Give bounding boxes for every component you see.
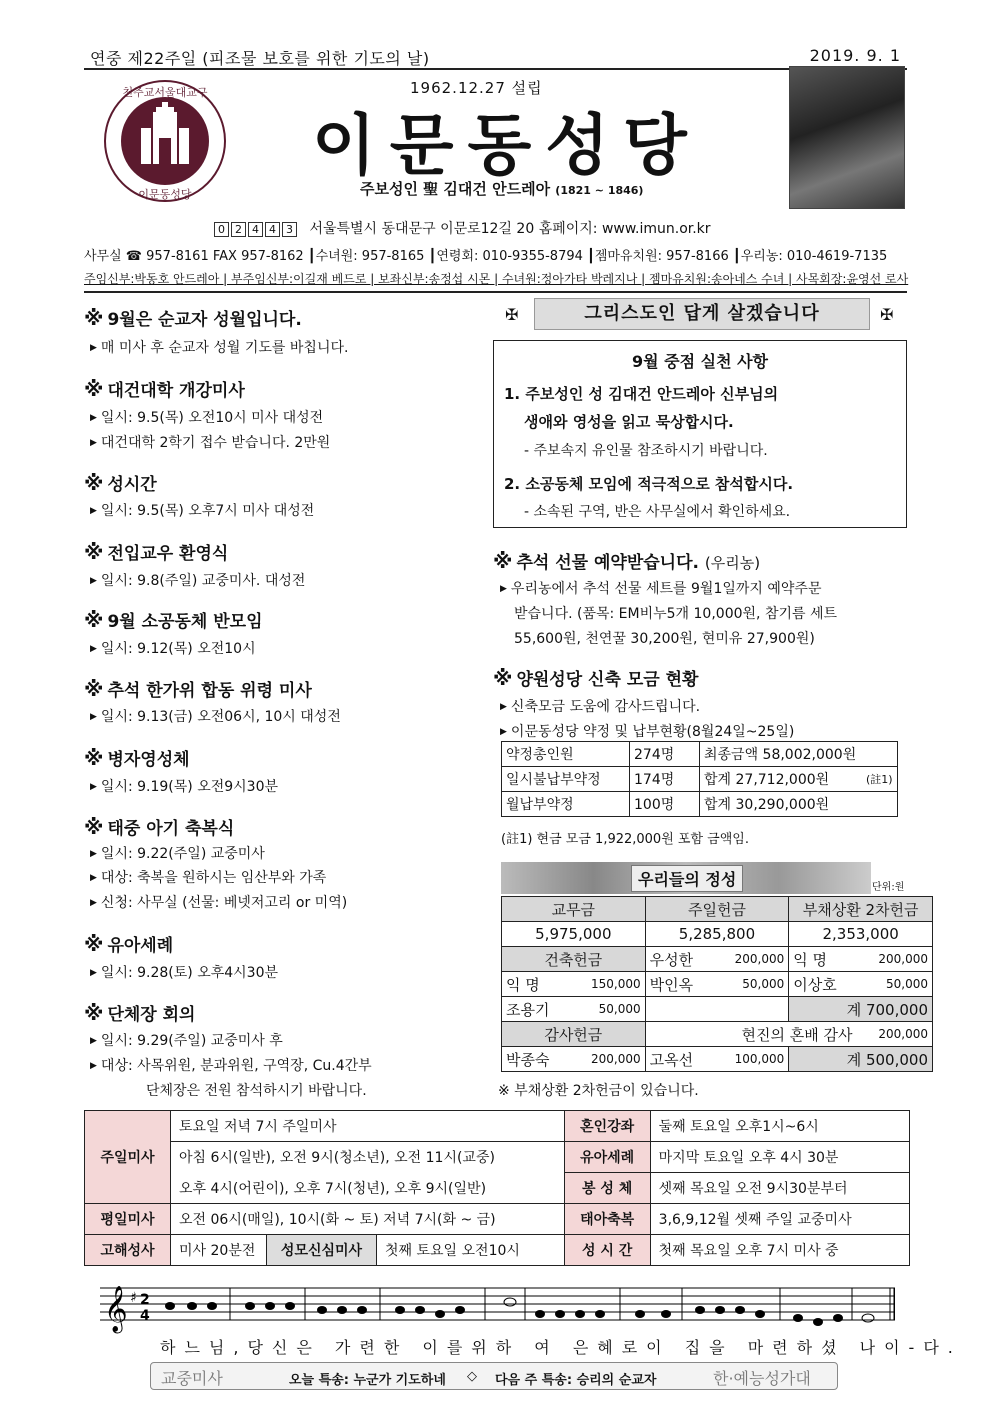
asterisk-icon: ※: [84, 471, 104, 495]
table-cell: 조용기: [502, 997, 570, 1022]
table-row: [85, 1204, 910, 1235]
asterisk-icon: ※: [84, 932, 104, 956]
mass-value: 첫째 목요일 오후 7시 미사 중: [650, 1235, 909, 1266]
section-line-text: 대상: 축복을 원하시는 임산부와 가족: [100, 870, 327, 886]
bullet-icon: ▶: [500, 584, 507, 594]
postal-digit: 4: [265, 222, 280, 237]
asterisk-icon: ※: [84, 306, 104, 330]
section-line: [500, 721, 794, 741]
patron-saint: [360, 178, 643, 199]
mass-value: 첫째 토요일 오전10시: [377, 1235, 565, 1266]
mass-label: 주일미사: [85, 1111, 171, 1204]
bullet-icon: ▶: [90, 413, 97, 423]
section-line-text: 일시: 9.22(주일) 교중미사: [100, 846, 265, 862]
table-cell: [862, 742, 897, 767]
bullet-icon: ▶: [90, 506, 97, 516]
table-cell: 174명: [630, 767, 700, 792]
table-row: [502, 1047, 933, 1072]
table-cell: 이상호: [789, 972, 857, 997]
table-row: [502, 897, 933, 922]
asterisk-icon: ※: [84, 677, 104, 701]
pledge-note: (註1) 현금 모금 1,922,000원 포함 금액임.: [501, 832, 749, 847]
top-info-bar: [84, 44, 907, 70]
section-line: 55,600원, 천연꿀 30,200원, 현미유 27,900원): [514, 631, 815, 647]
liturgical-day: 연중 제22주일 (피조물 보호를 위한 기도의 날): [90, 49, 430, 68]
section-line: [90, 892, 347, 912]
table-row: [502, 767, 898, 792]
time-sig-bottom: 4: [140, 1308, 150, 1324]
bullet-icon: ▶: [500, 727, 507, 737]
section-title: [84, 607, 263, 632]
table-row: [85, 1111, 910, 1142]
table-cell: 최종금액 58,002,000원: [700, 742, 863, 767]
offering-header-image: [501, 862, 871, 894]
table-row: [502, 742, 898, 767]
offering-note: ※ 부채상환 2차헌금이 있습니다.: [498, 1083, 699, 1099]
section-title: [84, 305, 302, 330]
offering-table: [501, 896, 933, 1072]
postal-digit: 4: [248, 222, 263, 237]
table-row: [502, 947, 933, 972]
parish-title: 이문동성당: [312, 107, 701, 184]
section-title-text: 양원성당 신축 모금 현황: [516, 670, 699, 690]
mass-label: 태아축복: [564, 1204, 650, 1235]
section-title: [84, 676, 312, 701]
music-staff: [100, 1280, 895, 1340]
bullet-icon: ▶: [90, 712, 97, 722]
table-cell: 200,000: [569, 1047, 645, 1072]
section-title-text: 병자영성체: [107, 750, 190, 770]
table-cell: 합계 30,290,000원: [700, 792, 863, 817]
table-total: 계 500,000: [789, 1047, 933, 1072]
cross-icon: ✠: [505, 305, 519, 324]
table-cell: 고옥선: [645, 1047, 713, 1072]
focus-item: 2. 소공동체 모임에 적극적으로 참석합시다.: [504, 475, 794, 493]
offering-unit: 단위:원: [872, 882, 905, 893]
table-cell: 50,000: [569, 997, 645, 1022]
mass-value: 미사 20분전: [171, 1235, 267, 1266]
address-line: [214, 218, 711, 238]
section-title: [84, 376, 245, 401]
mass-label: 고해성사: [85, 1235, 171, 1266]
mass-label: 평일미사: [85, 1204, 171, 1235]
table-header: 부채상환 2차헌금: [789, 897, 933, 922]
section-line-text: 일시: 9.12(목) 오전10시: [100, 641, 256, 657]
section-title-text: 추석 한가위 합동 위령 미사: [107, 681, 312, 701]
seal-top-text: 천주교서울대교구: [122, 86, 208, 99]
table-row: [85, 1173, 910, 1204]
table-total: 계 700,000: [789, 997, 933, 1022]
address-text: 서울특별시 동대문구 이문로12길 20 홈페이지: www.imun.or.kr: [309, 221, 711, 237]
footer-left: 교중미사: [161, 1369, 223, 1388]
time-sig-top: 2: [140, 1292, 150, 1308]
founded-date: 1962.12.27 설립: [410, 79, 543, 97]
section-line-text: 매 미사 후 순교자 성월 기도를 바칩니다.: [100, 340, 349, 356]
section-line: [90, 843, 265, 863]
asterisk-icon: ※: [84, 1001, 104, 1025]
mass-value: 셋째 목요일 오전 9시30분부터: [650, 1173, 909, 1204]
asterisk-icon: ※: [84, 540, 104, 564]
patron-years: (1821 ~ 1846): [555, 184, 644, 197]
section-title-text: 유아세례: [107, 936, 174, 956]
postal-digit: 2: [231, 222, 246, 237]
table-cell: 약정총인원: [502, 742, 630, 767]
section-title: [84, 931, 173, 956]
diamond-icon: ◇: [467, 1369, 477, 1384]
bullet-icon: ▶: [90, 849, 97, 859]
section-title-text: 대건대학 개강미사: [107, 381, 245, 401]
table-row: [502, 922, 933, 947]
patron-portrait-image: [789, 66, 905, 209]
table-cell: 100명: [630, 792, 700, 817]
section-title: [84, 745, 190, 770]
section-title: [84, 539, 228, 564]
table-cell: 274명: [630, 742, 700, 767]
table-cell: 2,353,000: [789, 922, 933, 947]
table-header: 교무금: [502, 897, 646, 922]
section-line: [90, 570, 305, 590]
bullet-icon: ▶: [90, 873, 97, 883]
footer-right: 한·예능성가대: [713, 1369, 811, 1388]
section-line-text: 신축모금 도움에 감사드립니다.: [510, 699, 701, 715]
mass-value: 마지막 토요일 오후 4시 30분: [650, 1142, 909, 1173]
mass-schedule-table: [84, 1110, 910, 1266]
next-special-song: 다음 주 특송: 승리의 순교자: [495, 1373, 657, 1388]
table-label: 감사헌금: [502, 1022, 646, 1047]
table-cell: 일시불납부약정: [502, 767, 630, 792]
section-line: [90, 706, 341, 726]
pledge-table: [501, 741, 898, 817]
focus-item: 1. 주보성인 성 김대건 안드레아 신부님의: [504, 385, 779, 403]
section-line-text: 대건대학 2학기 접수 받습니다. 2만원: [100, 435, 331, 451]
table-cell: 박종숙: [502, 1047, 570, 1072]
section-title-text: 성시간: [107, 475, 157, 495]
mass-value: 둘째 토요일 오후1시~6시: [650, 1111, 909, 1142]
bullet-icon: ▶: [90, 438, 97, 448]
bullet-icon: ▶: [90, 644, 97, 654]
section-title: [84, 814, 234, 839]
mass-label: 성모신심미사: [267, 1235, 377, 1266]
section-title-text: 9월은 순교자 성월입니다.: [107, 310, 302, 330]
bullet-icon: ▶: [90, 898, 97, 908]
table-cell: 200,000: [857, 1022, 933, 1047]
section-line: [90, 337, 348, 357]
asterisk-icon: ※: [84, 377, 104, 401]
focus-practice-box: [493, 340, 907, 528]
section-title: [493, 548, 760, 573]
bulletin-date: 2019. 9. 1: [809, 46, 901, 65]
section-title-text: 추석 선물 예약받습니다.: [516, 553, 699, 573]
section-line-text: 이문동성당 약정 및 납부현황(8월24일~25일): [510, 724, 795, 740]
table-row: [85, 1235, 910, 1266]
section-title-text: 단체장 회의: [107, 1005, 196, 1025]
section-line: [90, 867, 326, 887]
cross-icon: ✠: [880, 305, 894, 324]
table-cell: 월납부약정: [502, 792, 630, 817]
mass-value: 아침 6시(일반), 오전 9시(청소년), 오전 11시(교중): [171, 1142, 565, 1173]
section-subtitle: (우리농): [704, 554, 761, 572]
table-cell: 박인옥: [645, 972, 713, 997]
section-line-text: 일시: 9.13(금) 오전06시, 10시 대성전: [100, 709, 341, 725]
focus-title: 9월 중점 실천 사항: [631, 352, 769, 371]
bullet-icon: ▶: [90, 782, 97, 792]
today-special-song: 오늘 특송: 누군가 기도하네: [289, 1373, 446, 1388]
bullet-icon: ▶: [500, 702, 507, 712]
section-line-text: 대상: 사목위원, 분과위원, 구역장, Cu.4간부: [100, 1058, 372, 1074]
bullet-icon: ▶: [90, 1036, 97, 1046]
mass-label: 혼인강좌: [564, 1111, 650, 1142]
bullet-icon: ▶: [90, 343, 97, 353]
seal-bottom-text: 이문동성당: [138, 188, 192, 201]
focus-item: 생애와 영성을 읽고 묵상합시다.: [524, 413, 734, 431]
section-line-text: 일시: 9.28(토) 오후4시30분: [100, 965, 279, 981]
patron-name: 주보성인 聖 김대건 안드레아: [360, 180, 551, 198]
treble-clef-icon: 𝄞: [104, 1286, 128, 1332]
section-line: [500, 696, 700, 716]
table-cell: 100,000: [713, 1047, 789, 1072]
section-line-extra: 단체장은 전원 참석하시기 바랍니다.: [146, 1083, 367, 1099]
mass-label: 유아세례: [564, 1142, 650, 1173]
section-line-text: 일시: 9.29(주일) 교중미사 후: [100, 1033, 283, 1049]
asterisk-icon: ※: [84, 815, 104, 839]
table-label: 건축헌금: [502, 947, 646, 972]
bullet-icon: ▶: [90, 576, 97, 586]
table-cell: 익 명: [502, 972, 570, 997]
table-cell: 200,000: [713, 947, 789, 972]
table-cell: 익 명: [789, 947, 857, 972]
asterisk-icon: ※: [493, 666, 513, 690]
section-line-text: 일시: 9.5(목) 오전10시 미사 대성전: [100, 410, 324, 426]
section-line-text: 신청: 사무실 (선물: 베넷저고리 or 미역): [100, 895, 348, 911]
section-title: [84, 470, 157, 495]
bullet-icon: ▶: [90, 1061, 97, 1071]
section-line-text: 우리농에서 추석 선물 세트를 9월1일까지 예약주문: [510, 581, 822, 597]
mass-value: 오후 4시(어린이), 오후 7시(청년), 오후 9시(일반): [171, 1173, 565, 1204]
table-cell: 우성한: [645, 947, 713, 972]
sharp-icon: ♯: [130, 1290, 137, 1306]
section-line: [90, 1030, 283, 1050]
offering-title: 우리들의 정성: [631, 865, 743, 892]
table-cell: 50,000: [713, 972, 789, 997]
section-title: [493, 665, 698, 690]
table-row: [502, 1022, 933, 1047]
table-cell: (註1): [862, 767, 897, 792]
section-title: [84, 1000, 195, 1025]
staff-line: [84, 270, 907, 293]
section-line: [90, 500, 314, 520]
section-title-text: 태중 아기 축복식: [107, 819, 235, 839]
motto-banner: 그리스도인 답게 살겠습니다: [534, 298, 870, 330]
table-row: [502, 792, 898, 817]
mass-value: 오전 06시(매일), 10시(화 ~ 토) 저녁 7시(화 ~ 금): [171, 1204, 565, 1235]
section-line: [500, 578, 821, 598]
table-cell: [862, 792, 897, 817]
table-row: [502, 997, 933, 1022]
table-cell-empty: [645, 997, 789, 1022]
section-line: [90, 1055, 372, 1075]
focus-item-note: - 주보속지 유인물 참조하시기 바랍니다.: [524, 443, 768, 459]
table-row: [85, 1142, 910, 1173]
table-row: [502, 972, 933, 997]
section-line-text: 일시: 9.19(목) 오전9시30분: [100, 779, 279, 795]
table-cell: 5,285,800: [645, 922, 789, 947]
focus-item-note: - 소속된 구역, 반은 사무실에서 확인하세요.: [524, 504, 791, 520]
asterisk-icon: ※: [84, 746, 104, 770]
table-cell: 50,000: [857, 972, 933, 997]
section-line: [90, 638, 256, 658]
table-cell: 200,000: [857, 947, 933, 972]
mass-value: 3,6,9,12월 셋째 주일 교중미사: [650, 1204, 909, 1235]
postal-digit: 0: [214, 222, 229, 237]
mass-value: 토요일 저녁 7시 주일미사: [171, 1111, 565, 1142]
mass-label: 성 시 간: [564, 1235, 650, 1266]
table-cell: 5,975,000: [502, 922, 646, 947]
section-line: 받습니다. (품목: EM비누5개 10,000원, 참기름 세트: [514, 606, 838, 622]
section-line: [90, 776, 278, 796]
contacts-line: 사무실 ☎ 957-8161 FAX 957-8162 ┃수녀원: 957-8165 ┃연령회: 010-9355-8794 ┃젬마유치원: 957-8166 ┃우리농: 010-4619-7135: [84, 249, 888, 264]
table-cell: 150,000: [569, 972, 645, 997]
mass-label: 봉 성 체: [564, 1173, 650, 1204]
section-line: [90, 407, 323, 427]
table-cell: 합계 27,712,000원: [700, 767, 863, 792]
section-line: [90, 962, 278, 982]
asterisk-icon: ※: [84, 608, 104, 632]
footer-bar: [150, 1362, 838, 1390]
section-line-text: 일시: 9.5(목) 오후7시 미사 대성전: [100, 503, 315, 519]
staff-text: 주임신부:박동호 안드레아 | 부주임신부:이길재 베드로 | 보좌신부:송정섭 시몬 | 수녀원:정아가타 박레지나 | 젬마유치원:송아네스 수녀 | 사목회장:윤영선 로사: [84, 272, 909, 286]
asterisk-icon: ※: [493, 549, 513, 573]
section-line-text: 일시: 9.8(주일) 교중미사. 대성전: [100, 573, 306, 589]
table-header: 주일헌금: [645, 897, 789, 922]
hymn-lyrics: 하느님,당신은 가련한 이를위하 여 은혜로이 집을 마련하셨 나이-다.: [160, 1338, 962, 1357]
postal-digit: 3: [282, 222, 297, 237]
table-cell: 현진의 혼배 감사: [645, 1022, 856, 1047]
section-title-text: 전입교우 환영식: [107, 544, 229, 564]
section-title-text: 9월 소공동체 반모임: [107, 612, 263, 632]
section-line: [90, 432, 330, 452]
bullet-icon: ▶: [90, 968, 97, 978]
